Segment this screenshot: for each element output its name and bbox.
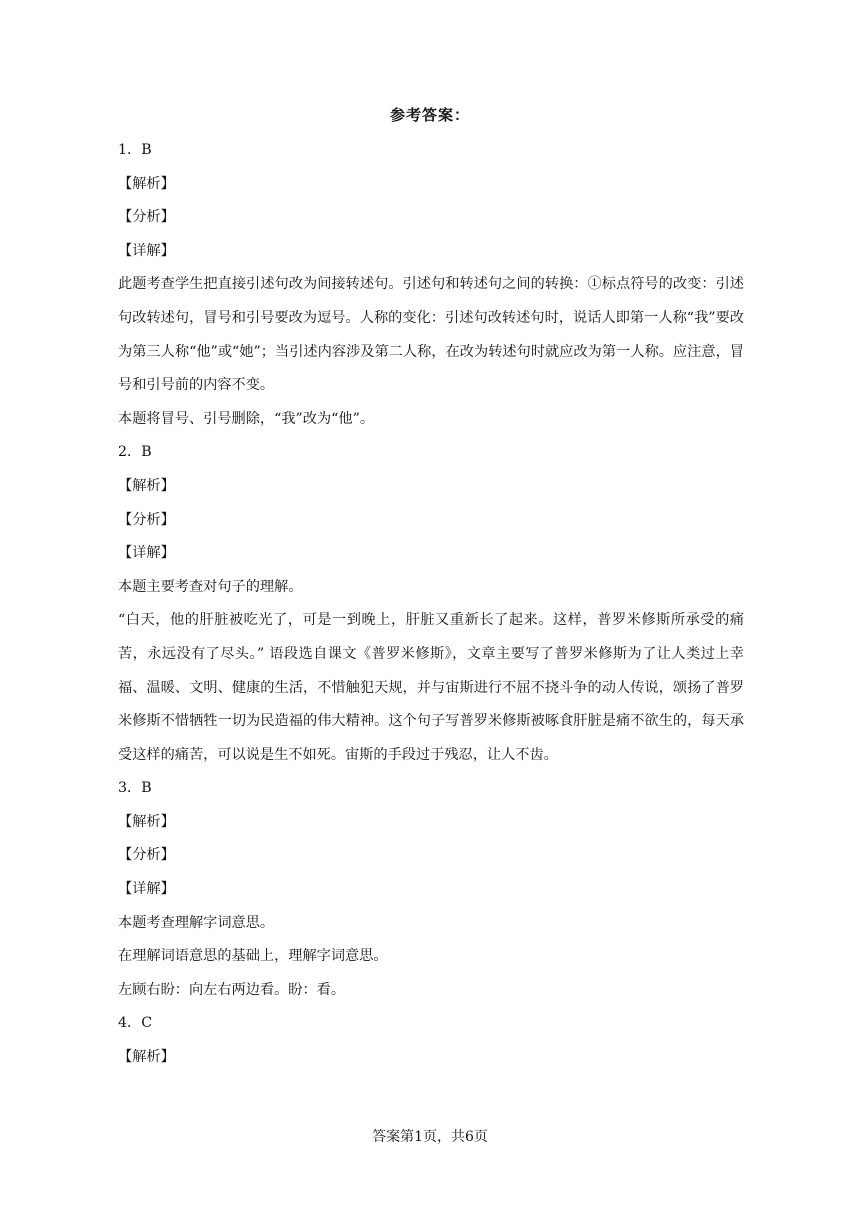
q1-conclusion: 本题将冒号、引号删除，“我”改为“他”。: [118, 410, 375, 427]
q3-answer: 左顾右盼：向左右两边看。盼：看。: [118, 981, 346, 998]
q2-jiexi-label: 【解析】: [118, 477, 175, 494]
page-footer: 答案第1页，共6页: [372, 1129, 488, 1145]
q2-xiangjie-label: 【详解】: [118, 545, 175, 562]
q3-number: 3．B: [118, 780, 152, 797]
q3-jiexi-label: 【解析】: [118, 813, 175, 830]
page-title: 参考答案：: [389, 106, 470, 124]
q1-fenxi-label: 【分析】: [118, 209, 175, 226]
q2-explanation: “白天，他的肝脏被吃光了，可是一到晚上，肝脏又重新长了起来。这样，普罗米修斯所承受的痛苦，永远没有了尽头。” 语段选自课文《普罗米修斯》，文章主要写了普罗米修斯为了让人类过上幸福、温暖、文明、健康的生活，不惜触犯天规，并与宙斯进行不屈不挠斗争的动人传说，颂扬了普罗米修斯不惜牺牲一切为民造福的伟大精神。这个句子写普罗米修斯被啄食肝脏是痛不欲生的，每天承受这样的痛苦，可以说是生不如死。宙斯的手段过于残忍，让人不齿。: [118, 612, 744, 763]
q1-explanation: 此题考查学生把直接引述句改为间接转述句。引述句和转述句之间的转换：①标点符号的改变：引述句改转述句，冒号和引号要改为逗号。人称的变化：引述句改转述句时，说话人即第一人称“我”要改为第三人称“他”或“她”；当引述内容涉及第二人称，在改为转述句时就应改为第一人称。应注意，冒号和引号前的内容不变。: [118, 276, 744, 394]
q3-intro: 本题考查理解字词意思。: [118, 914, 275, 931]
q1-xiangjie-label: 【详解】: [118, 242, 175, 259]
q3-xiangjie-label: 【详解】: [118, 881, 175, 898]
q2-number: 2．B: [118, 444, 152, 461]
q2-intro: 本题主要考查对句子的理解。: [118, 578, 303, 595]
q4-jiexi-label: 【解析】: [118, 1049, 175, 1066]
q2-fenxi-label: 【分析】: [118, 511, 175, 528]
q3-method: 在理解词语意思的基础上，理解字词意思。: [118, 948, 388, 965]
answer-content: [118, 134, 744, 1075]
q1-jiexi-label: 【解析】: [118, 175, 175, 192]
q3-fenxi-label: 【分析】: [118, 847, 175, 864]
q4-number: 4．C: [118, 1015, 153, 1032]
q1-number: 1．B: [118, 142, 152, 158]
